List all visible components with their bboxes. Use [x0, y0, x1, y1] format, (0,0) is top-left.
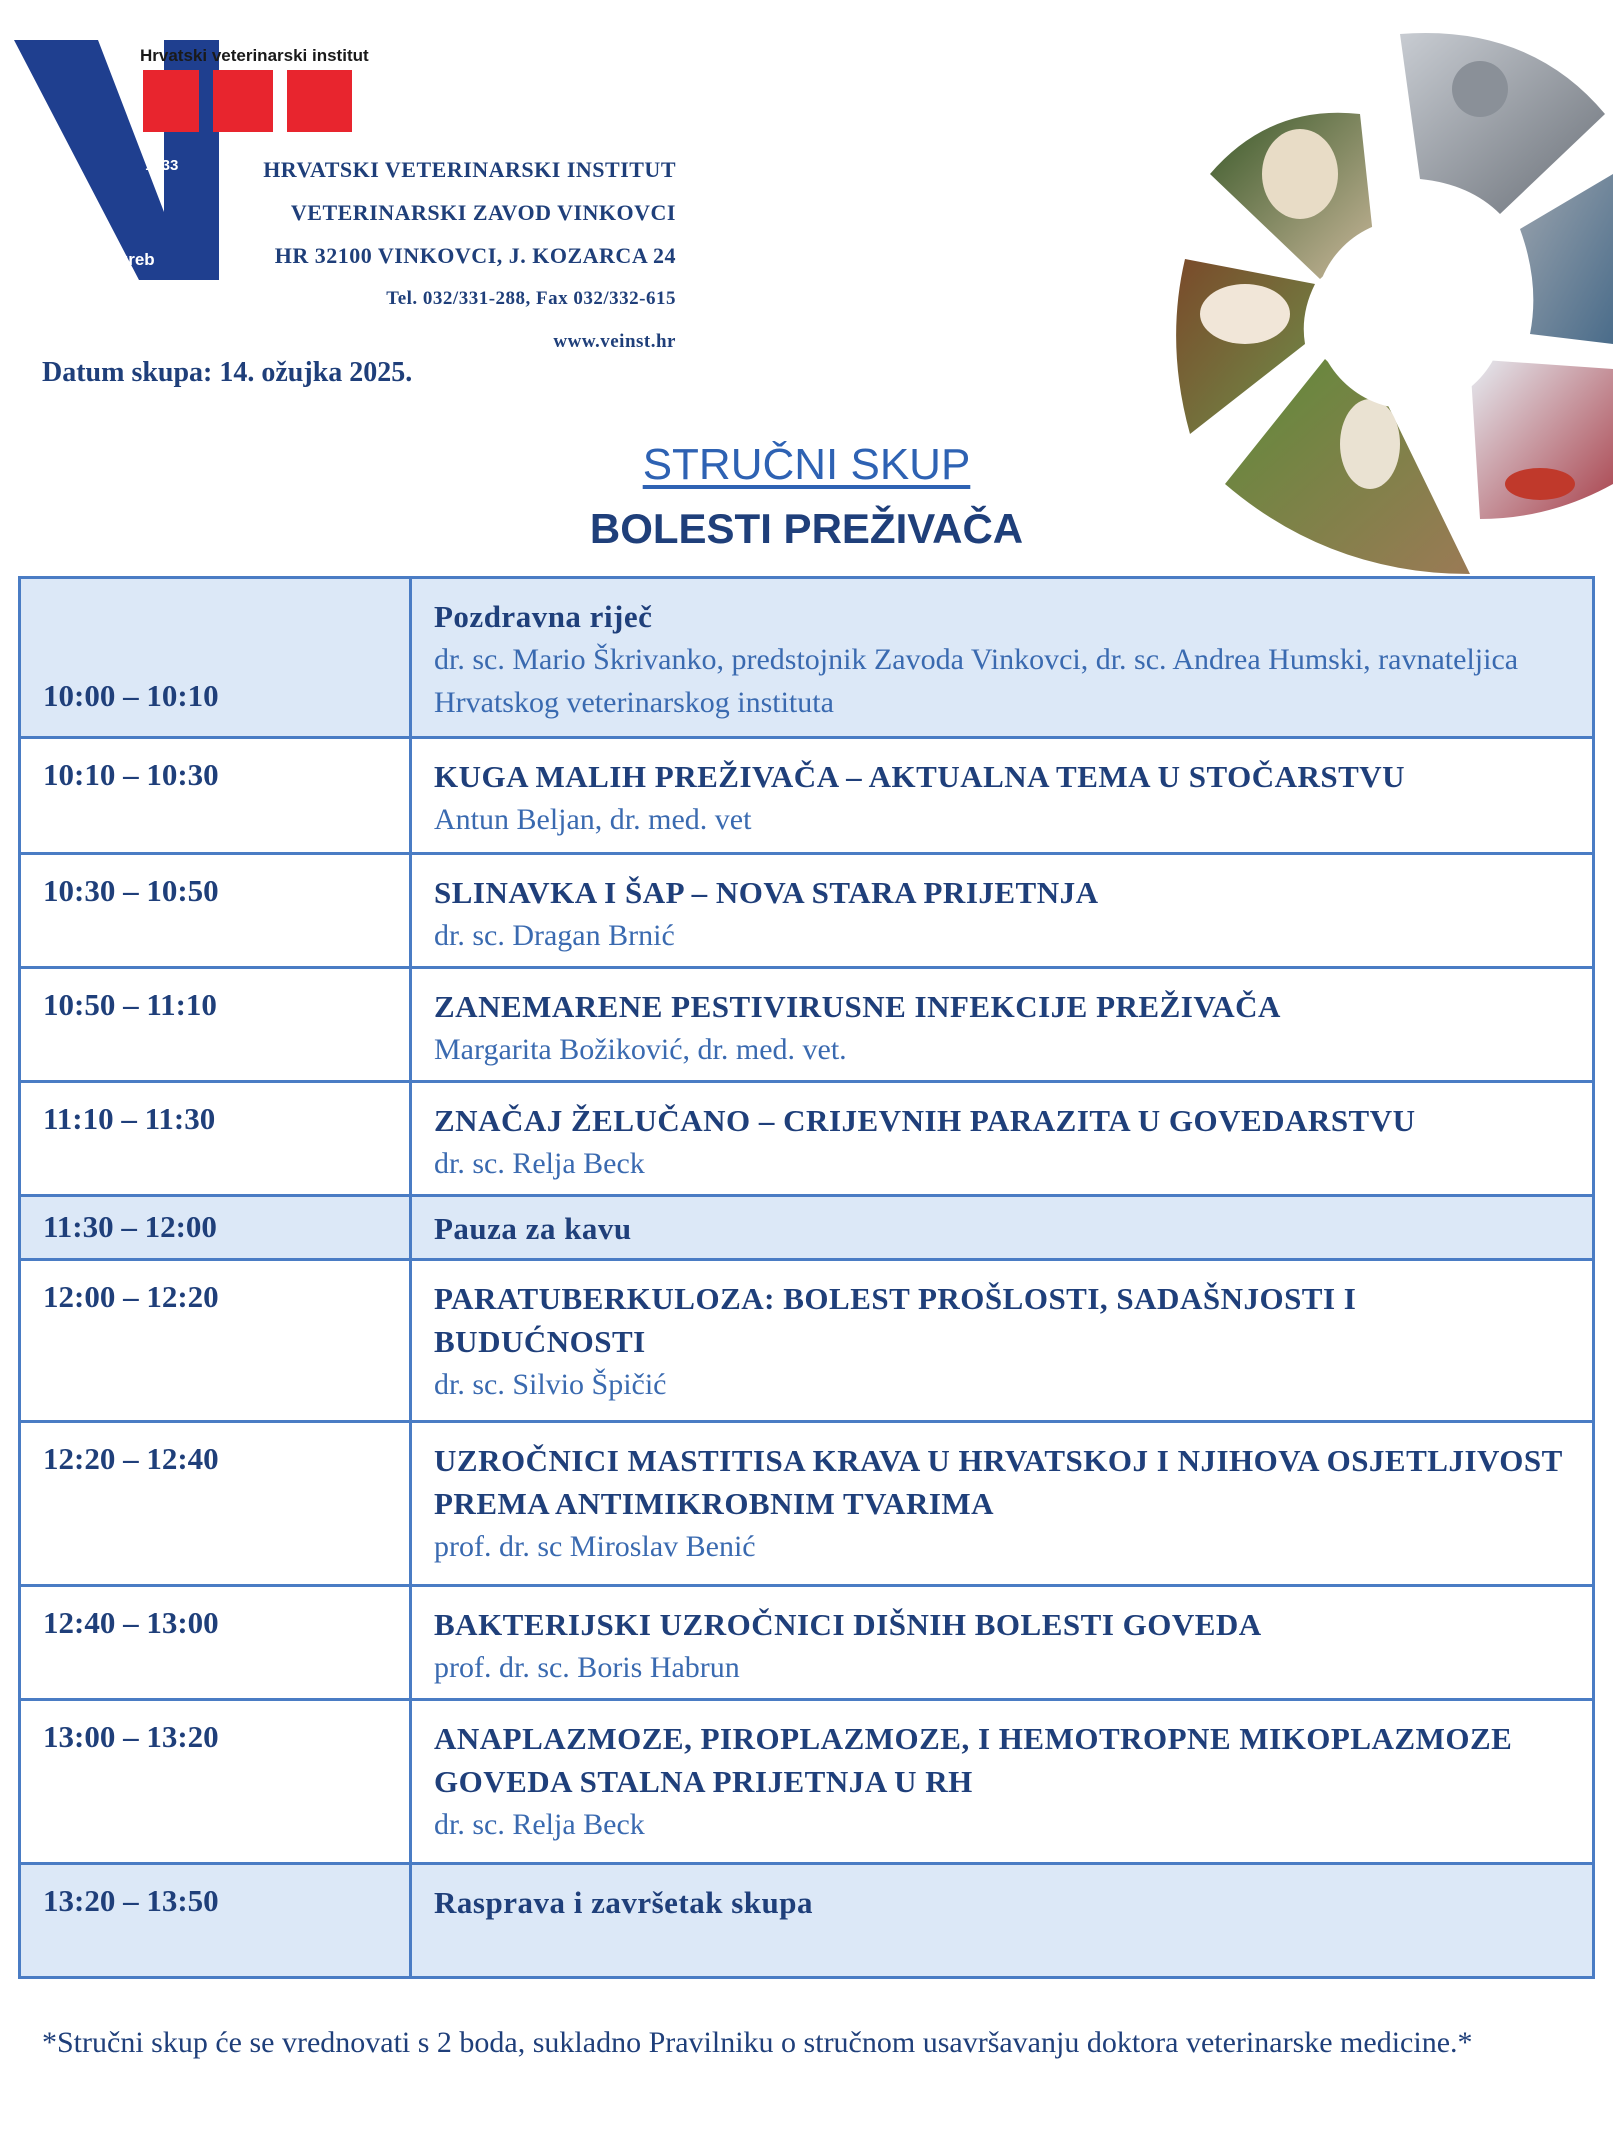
- session-cell: [411, 1260, 1594, 1422]
- time-slot: 11:10 – 11:30: [20, 1082, 411, 1196]
- logo-year: 1933: [145, 157, 179, 174]
- schedule-row: [20, 1260, 1594, 1422]
- session-cell: [411, 1082, 1594, 1196]
- schedule-row: [20, 578, 1594, 738]
- session-cell: [411, 1422, 1594, 1586]
- session-topic: ZNAČAJ ŽELUČANO – CRIJEVNIH PARAZITA U GOVEDARSTVU: [434, 1103, 1416, 1138]
- lab-equipment-photo: [1520, 174, 1613, 344]
- time-slot: 10:50 – 11:10: [20, 968, 411, 1082]
- schedule-row: [20, 968, 1594, 1082]
- page-title: STRUČNI SKUP: [642, 440, 971, 489]
- session-speaker: dr. sc. Relja Beck: [434, 1147, 645, 1180]
- session-cell: [411, 1586, 1594, 1700]
- schedule-row: [20, 1700, 1594, 1864]
- session-speaker: dr. sc. Silvio Špičić: [434, 1368, 667, 1401]
- session-topic: Pozdravna riječ: [434, 599, 653, 634]
- address-block: [200, 148, 676, 363]
- time-slot: 10:30 – 10:50: [20, 854, 411, 968]
- session-speaker: dr. sc. Dragan Brnić: [434, 919, 675, 952]
- phone-fax: Tel. 032/331-288, Fax 032/332-615: [386, 288, 676, 309]
- session-cell: [411, 1700, 1594, 1864]
- schedule-row-break: [20, 1196, 1594, 1260]
- session-cell: [411, 968, 1594, 1082]
- session-speaker: prof. dr. sc Miroslav Benić: [434, 1530, 756, 1563]
- session-topic: PARATUBERKULOZA: BOLEST PROŠLOSTI, SADAŠNJOSTI I BUDUĆNOSTI: [434, 1281, 1357, 1359]
- address-line: VETERINARSKI ZAVOD VINKOVCI: [290, 200, 676, 225]
- session-topic: BAKTERIJSKI UZROČNICI DIŠNIH BOLESTI GOVEDA: [434, 1607, 1262, 1642]
- address-line: HR 32100 VINKOVCI, J. KOZARCA 24: [274, 243, 676, 268]
- address-line: HRVATSKI VETERINARSKI INSTITUT: [263, 157, 676, 182]
- session-cell: [411, 1196, 1594, 1260]
- time-slot: 12:40 – 13:00: [20, 1586, 411, 1700]
- session-speaker: dr. sc. Relja Beck: [434, 1808, 645, 1841]
- logo-city: Zagreb: [98, 250, 155, 269]
- session-cell: [411, 1864, 1594, 1978]
- credit-points-note: *Stručni skup će se vrednovati s 2 boda, sukladno Pravilniku o stručnom usavršavanju doktora veterinarske medicine.*: [42, 2026, 1473, 2059]
- time-slot: 13:00 – 13:20: [20, 1700, 411, 1864]
- logo-institute-name: Hrvatski veterinarski institut: [140, 46, 369, 65]
- animal-photo-ring: [1150, 14, 1613, 574]
- session-topic: SLINAVKA I ŠAP – NOVA STARA PRIJETNJA: [434, 875, 1099, 910]
- schedule-row: [20, 1082, 1594, 1196]
- session-cell: [411, 854, 1594, 968]
- session-cell: [411, 738, 1594, 854]
- time-slot: 11:30 – 12:00: [20, 1196, 411, 1260]
- session-topic: Pauza za kavu: [434, 1211, 632, 1246]
- time-slot: 12:00 – 12:20: [20, 1260, 411, 1422]
- time-slot: 13:20 – 13:50: [20, 1864, 411, 1978]
- page-subtitle: BOLESTI PREŽIVAČA: [589, 505, 1024, 552]
- session-topic: ZANEMARENE PESTIVIRUSNE INFEKCIJE PREŽIVAČA: [434, 989, 1281, 1024]
- microscopy-photo: [1400, 33, 1605, 214]
- schedule-row: [20, 738, 1594, 854]
- meeting-date: Datum skupa: 14. ožujka 2025.: [42, 357, 413, 388]
- session-speaker: Margarita Božiković, dr. med. vet.: [434, 1033, 847, 1066]
- session-topic: ANAPLAZMOZE, PIROPLAZMOZE, I HEMOTROPNE MIKOPLAZMOZE GOVEDA STALNA PRIJETNJA U RH: [434, 1721, 1513, 1799]
- schedule-row: [20, 1422, 1594, 1586]
- schedule-row: [20, 1586, 1594, 1700]
- session-topic: KUGA MALIH PREŽIVAČA – AKTUALNA TEMA U STOČARSTVU: [434, 759, 1406, 794]
- session-topic: UZROČNICI MASTITISA KRAVA U HRVATSKOJ I NJIHOVA OSJETLJIVOST PREMA ANTIMIKROBNIM TVARIMA: [434, 1443, 1563, 1521]
- session-speaker: prof. dr. sc. Boris Habrun: [434, 1651, 740, 1684]
- session-topic: Rasprava i završetak skupa: [434, 1885, 814, 1920]
- time-slot: 10:00 – 10:10: [20, 578, 411, 738]
- time-slot: 12:20 – 12:40: [20, 1422, 411, 1586]
- time-slot: 10:10 – 10:30: [20, 738, 411, 854]
- session-speaker: Antun Beljan, dr. med. vet: [434, 803, 752, 836]
- session-cell: [411, 578, 1594, 738]
- website-link[interactable]: www.veinst.hr: [553, 331, 676, 352]
- schedule-table: [18, 576, 1595, 1979]
- session-speaker: dr. sc. Mario Škrivanko, predstojnik Zavoda Vinkovci, dr. sc. Andrea Humski, ravnateljica Hrvatskog veterinarskog instituta: [434, 643, 1519, 719]
- schedule-row: [20, 854, 1594, 968]
- schedule-row-closing: [20, 1864, 1594, 1978]
